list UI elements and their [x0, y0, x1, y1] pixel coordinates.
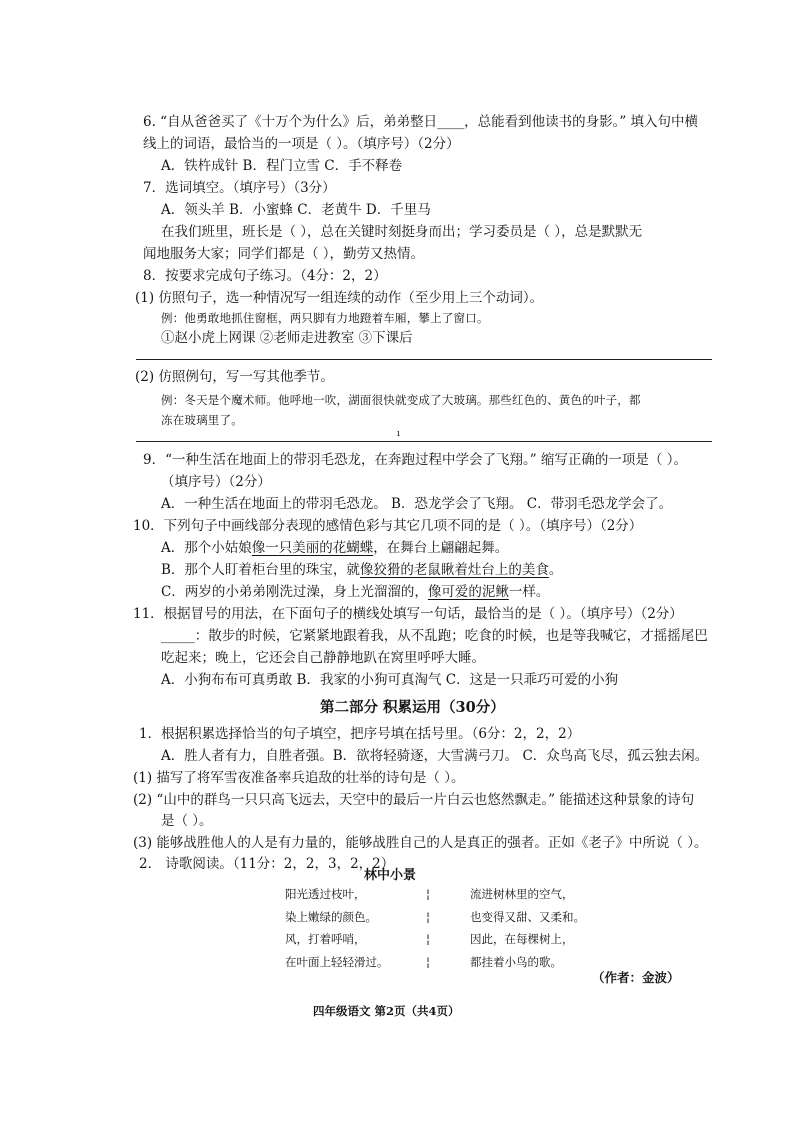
poem-separator-mark: ¦ — [426, 887, 431, 901]
part2-q1-stem: 1．根据积累选择恰当的句子填空，把序号填在括号里。（6分：2，2，2） — [139, 726, 581, 742]
page-footer: 四年级语文 第2页（共4页） — [313, 1004, 460, 1018]
q6-line2: 线上的词语，最恰当的一项是（ ）。（填序号）（2分） — [143, 136, 460, 152]
q7-options: A．领头羊 B．小蜜蜂 C．老黄牛 D．千里马 — [161, 202, 431, 218]
q7-line1: 在我们班里，班长是（ ），总在关键时刻挺身而出；学习委员是（ ），总是默默无 — [161, 224, 643, 240]
poem-line: 染上嫩绿的颜色。 — [285, 909, 377, 924]
q9-line1: 9．“一种生活在地面上的带羽毛恐龙，在奔跑过程中学会了飞翔。” 缩写正确的一项是（ ）。 — [143, 452, 687, 468]
q8-sub1: (1) 仿照句子，选一种情况写一组连续的动作（至少用上三个动词）。 — [135, 290, 544, 306]
q8-sub2: (2) 仿照例句，写一写其他季节。 — [135, 369, 334, 385]
poem-left-column — [285, 883, 389, 973]
q7-stem: 7．选词填空。（填序号）（3分） — [143, 180, 336, 196]
q8-example2-line1: 例：冬天是个魔术师。他呼地一吹，湖面很快就变成了大玻璃。那些红色的、黄色的叶子，都 — [161, 393, 641, 407]
part2-q1-3: (3) 能够战胜他人的人是有力量的，能够战胜自己的人是真正的强者。正如《老子》中所说（ ）。 — [133, 835, 708, 851]
poem-line: 风，打着呼哨， — [285, 932, 366, 946]
poem-separator-mark: ¦ — [426, 954, 431, 969]
answer-line-1[interactable] — [136, 359, 712, 360]
q10-option-c — [161, 582, 549, 602]
part2-q1-2a: (2) “山中的群鸟一只只高飞远去，天空中的最后一片白云也悠然飘走。” 能描述这种景象的诗句 — [133, 792, 695, 808]
q11-line2: 吃起来；晚上，它还会自己静静地趴在窝里呼呼大睡。 — [161, 650, 485, 666]
q9-options: A．一种生活在地面上的带羽毛恐龙。 B．恐龙学会了飞翔。 C．带羽毛恐龙学会了。 — [161, 496, 673, 512]
q9-line2: （填序号）（2分） — [161, 474, 271, 490]
q11-stem: 11．根据冒号的用法，在下面句子的横线处填写一句话，最恰当的是（ ）。（填序号）（2分） — [133, 606, 683, 622]
q10-b-underlined: 像狡猾的老鼠瞅着灶台上的美食 — [359, 562, 549, 578]
q10-b-pre: B．那个人盯着柜台里的珠宝，就 — [161, 562, 360, 578]
q7-line2: 闻地服务大家；同学们都是（ ），勤劳又热情。 — [143, 246, 425, 262]
poem-separator-mark: ¦ — [426, 909, 431, 924]
part2-q1-1: (1) 描写了将军雪夜准备率兵追敌的壮举的诗句是（ ）。 — [133, 770, 465, 786]
q8-example2-line2: 冻在玻璃里了。 — [161, 413, 243, 427]
poem-separator-mark: ¦ — [426, 932, 431, 946]
q11-options: A．小狗布布可真勇敢 B．我家的小狗可真淘气 C．这是一只乖巧可爱的小狗 — [161, 672, 619, 688]
q8-choices: ①赵小虎上网课 ②老师走进教室 ③下课后 — [161, 330, 413, 346]
poem-line: 都挂着小鸟的歌。 — [470, 954, 562, 969]
q10-a-pre: A．那个小姑娘 — [161, 540, 252, 556]
poem-separator — [426, 883, 430, 973]
answer-line-2[interactable] — [136, 441, 712, 442]
poem-author: （作者：金波） — [592, 970, 680, 985]
poem-line: 在叶面上轻轻滑过。 — [285, 954, 389, 969]
q8-example1: 例：他勇敢地抓住窗框，两只脚有力地蹬着车厢，攀上了窗口。 — [161, 311, 489, 325]
part2-q2-stem: 2． 诗歌阅读。（11分：2，2，3，2，2） — [139, 856, 395, 872]
q10-option-a — [161, 538, 508, 558]
q10-option-b — [161, 560, 562, 580]
poem-line: 也变得又甜、又柔和。 — [470, 909, 585, 924]
q10-c-post: 一样。 — [508, 584, 550, 600]
q10-a-underlined: 像一只美丽的花蝴蝶 — [251, 540, 374, 556]
q10-b-post: 。 — [548, 562, 563, 578]
poem-line: 阳光透过枝叶， — [285, 887, 366, 901]
part2-q1-2b: 是（ ）。 — [161, 813, 213, 829]
q8-stem: 8．按要求完成句子练习。（4分：2，2） — [143, 268, 387, 284]
q6-options: A．铁杵成针 B．程门立雪 C．手不释卷 — [161, 158, 403, 174]
q11-line1: _____：散步的时候，它紧紧地跟着我，从不乱跑；吃食的时候，也是等我喊它，才摇摇尾巴 — [161, 628, 708, 644]
stray-mark: ı — [397, 429, 400, 439]
part2-q1-options: A．胜人者有力，自胜者强。B．欲将轻骑逐，大雪满弓刀。 C．众鸟高飞尽，孤云独去闲。 — [161, 748, 709, 764]
poem-right-column — [470, 883, 585, 973]
q10-c-underlined: 像可爱的泥鳅 — [427, 584, 509, 600]
poem-line: 流进树林里的空气， — [470, 887, 574, 901]
poem-title: 林中小景 — [364, 868, 417, 883]
poem-line: 因此，在每棵树上， — [470, 932, 574, 946]
q10-a-post: ，在舞台上翩翩起舞。 — [373, 540, 509, 556]
q10-c-pre: C．两岁的小弟弟刚洗过澡，身上光溜溜的， — [161, 584, 428, 600]
q10-stem: 10．下列句子中画线部分表现的感情色彩与其它几项不同的是（ ）。（填序号）（2分） — [133, 518, 643, 534]
q6-line1: 6. “自从爸爸买了《十万个为什么》后，弟弟整日____，总能看到他读书的身影。” 填入句中横 — [143, 114, 699, 130]
part2-title: 第二部分 积累运用（30分） — [320, 699, 505, 716]
